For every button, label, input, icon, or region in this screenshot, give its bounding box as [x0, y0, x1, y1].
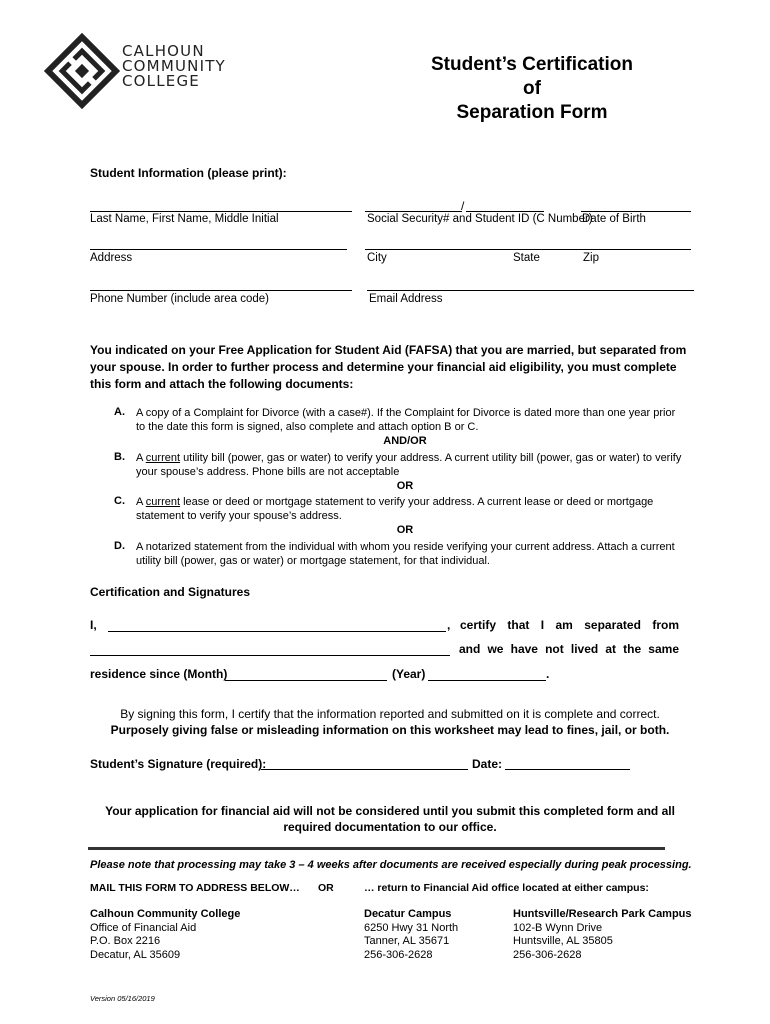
decatur-address-line-1: Decatur Campus — [364, 908, 452, 920]
address-label: Address — [90, 252, 133, 264]
huntsville-address-line-3: Huntsville, AL 35805 — [513, 935, 613, 947]
title-line-2: of — [523, 78, 541, 99]
year-field[interactable] — [428, 680, 546, 681]
logo-line-2: COMMUNITY — [122, 57, 226, 75]
name-label: Last Name, First Name, Middle Initial — [90, 213, 279, 225]
cert-not-lived-text: and we have not lived at the same — [459, 642, 679, 656]
student-info-heading: Student Information (please print): — [90, 166, 287, 180]
cert-i: I, — [90, 618, 97, 632]
phone-field[interactable] — [90, 290, 352, 291]
signing-warning: Purposely giving false or misleading information on this worksheet may lead to fines, jail, or both. — [110, 723, 670, 737]
date-label: Date: — [472, 757, 503, 771]
mail-label: MAIL THIS FORM TO ADDRESS BELOW… — [90, 882, 300, 894]
doc-letter-b: B. — [114, 451, 125, 463]
doc-item-c-underlined: current — [145, 496, 181, 508]
form-title — [400, 53, 664, 125]
cert-name-field[interactable] — [108, 631, 446, 632]
city-label: City — [367, 252, 387, 264]
ssn-field[interactable] — [365, 211, 462, 212]
title-line-3: Separation Form — [456, 102, 608, 123]
doc-item-c — [136, 495, 682, 523]
city-state-zip-field[interactable] — [365, 249, 691, 250]
doc-item-d: A notarized statement from the individual with whom you reside verifying your current address. Attach a current utility bill (power, gas or water) or mortgage statement, for that individual. — [136, 541, 675, 567]
zip-label: Zip — [583, 252, 599, 264]
decatur-address-line-3: Tanner, AL 35671 — [364, 935, 450, 947]
doc-letter-c: C. — [114, 495, 125, 507]
huntsville-campus-address — [513, 908, 692, 962]
notice-line-2: required documentation to our office. — [283, 820, 497, 834]
logo-mark-icon — [44, 33, 120, 109]
huntsville-address-line-1: Huntsville/Research Park Campus — [513, 908, 692, 920]
section-divider — [88, 847, 665, 850]
student-id-field[interactable] — [466, 211, 544, 212]
doc-item-b-pre: A — [136, 452, 146, 464]
ssn-slash: / — [461, 199, 465, 213]
dob-label: Date of Birth — [582, 213, 646, 225]
logo-line-1: CALHOUN — [122, 42, 205, 60]
doc-item-b — [136, 451, 682, 479]
logo-line-3: COLLEGE — [122, 72, 200, 90]
doc-item-c-pre: A — [136, 496, 146, 508]
dob-field[interactable] — [581, 211, 691, 212]
signature-field[interactable] — [261, 769, 468, 770]
doc-letter-a: A. — [114, 406, 125, 418]
huntsville-address-line-2: 102-B Wynn Drive — [513, 921, 603, 934]
cert-period: . — [546, 667, 550, 681]
name-field[interactable] — [90, 211, 352, 212]
doc-item-a: A copy of a Complaint for Divorce (with a case#). If the Complaint for Divorce is dated more than one year prior to the date this form is signed, also complete and attach option B or C. — [136, 407, 676, 433]
state-label: State — [513, 252, 540, 264]
address-field[interactable] — [90, 249, 347, 250]
doc-item-b-text: utility bill (power, gas or water) to verify your address. A current utility bill (power, gas or water) to verify your spouse’s address. Phone bills are not acceptable — [136, 452, 682, 478]
huntsville-address-line-4: 256-306-2628 — [513, 948, 582, 961]
main-address-line-3: P.O. Box 2216 — [90, 935, 161, 947]
year-label: (Year) — [392, 667, 426, 681]
main-address-line-2: Office of Financial Aid — [90, 921, 197, 934]
or-separator-2: OR — [396, 524, 414, 536]
main-address-line-1: Calhoun Community College — [90, 908, 241, 920]
email-label: Email Address — [369, 293, 443, 305]
certification-heading: Certification and Signatures — [90, 585, 251, 599]
decatur-campus-address — [364, 908, 458, 962]
doc-letter-d: D. — [114, 540, 125, 552]
college-logo — [44, 33, 294, 109]
residence-since-label: residence since (Month) — [90, 667, 228, 681]
ssn-label: Social Security# and Student ID (C Number) — [367, 213, 593, 225]
doc-item-b-underlined: current — [145, 452, 181, 464]
notice-line-1: Your application for financial aid will not be considered until you submit this completed form and all — [105, 804, 675, 818]
spouse-name-field[interactable] — [90, 655, 450, 656]
signature-label: Student’s Signature (required): — [90, 757, 267, 771]
title-line-1: Student’s Certification — [431, 54, 633, 75]
main-address-line-4: Decatur, AL 35609 — [90, 948, 181, 961]
main-address — [90, 908, 240, 962]
fafsa-paragraph: You indicated on your Free Application for Student Aid (FAFSA) that you are married, but separated from your spouse. In order to further process and determine your financial aid eligibility, you must complete this form and attach the following documents: — [90, 343, 687, 391]
month-field[interactable] — [225, 680, 387, 681]
or-separator-1: OR — [396, 480, 414, 492]
email-field[interactable] — [367, 290, 694, 291]
decatur-address-line-2: 6250 Hwy 31 North — [364, 921, 459, 934]
cert-comma: , — [447, 618, 451, 632]
date-field[interactable] — [505, 769, 630, 770]
signing-statement: By signing this form, I certify that the information reported and submitted on it is complete and correct. — [120, 707, 660, 721]
cert-certify-text: certify that I am separated from — [460, 618, 679, 632]
and-or-separator: AND/OR — [383, 435, 427, 447]
phone-label: Phone Number (include area code) — [90, 293, 269, 305]
processing-note: Please note that processing may take 3 – 4 weeks after documents are received especially during peak processing. — [90, 859, 692, 871]
doc-item-c-text: lease or deed or mortgage statement to verify your address. A current lease or deed or mortgage statement to verify your spouse’s address. — [136, 496, 654, 522]
mail-or: OR — [318, 882, 334, 894]
decatur-address-line-4: 256-306-2628 — [364, 948, 433, 961]
return-label: … return to Financial Aid office located at either campus: — [364, 882, 649, 894]
version-label: Version 05/16/2019 — [90, 994, 155, 1003]
